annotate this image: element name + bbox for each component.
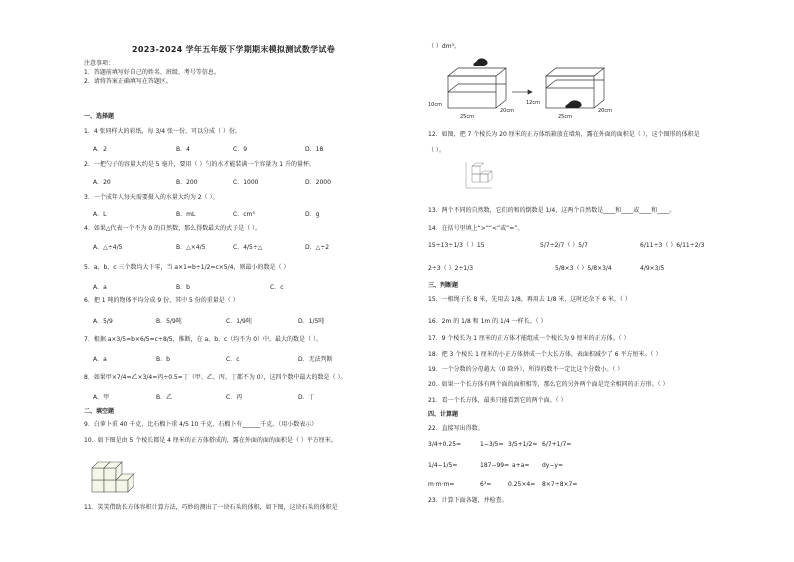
question-4: 4．如果△代表一个不为 0 的自然数，那么得数最大的式子是（ ）。 [84, 225, 261, 232]
q2-option-a[interactable]: A．20 [93, 179, 111, 186]
q1-option-d[interactable]: D．18 [305, 146, 324, 153]
fig-label-10cm: 10cm [428, 102, 442, 108]
q7-option-d[interactable]: D．无法判断 [298, 356, 333, 363]
question-12: 12．如图，把 7 个棱长为 20 厘米的正方体纸箱放在墙角，露在外面的面积是（ ），这个图形的体积是 [428, 131, 700, 138]
question-9: 9．白萝卜重 40 千克，比石榴卜重 4/5 10 千克，石榴卜有______千克。（用小数表示） [84, 421, 318, 428]
q8-option-b[interactable]: B．乙 [156, 394, 173, 401]
q6-option-b[interactable]: B．5/9吨 [156, 318, 182, 325]
q3-option-b[interactable]: B．mL [176, 211, 196, 218]
calc-r2-c2: 187−99= [480, 462, 510, 469]
stone-volume-figure [428, 54, 618, 122]
calc-r1-c2: 1−3/5= [480, 441, 504, 448]
question-23: 23．计算下面各题，并检查。 [428, 497, 508, 504]
notes-heading: 注意事项： [84, 60, 115, 67]
question-12-b: （ ）。 [428, 147, 445, 154]
calc-r3-c1: m·m·m= [428, 481, 455, 488]
question-18: 18．把 3 个棱长 1 厘米的小正方体拼成一个大长方体，表面积减少了 6 平方厘米。（ ） [428, 351, 662, 358]
q6-option-a[interactable]: A．5/9 [93, 318, 113, 325]
q5-option-c[interactable]: C．c [270, 284, 284, 291]
question-10: 10．如下图是由 5 个棱长都是 4 厘米的正方体搭成的，露在外面的面的面积是（ ）平方厘米。 [84, 437, 337, 444]
q8-option-c[interactable]: C．丙 [226, 394, 243, 401]
q14-r1-c3: 6/11÷3（ ）6/11÷2/3 [640, 242, 705, 249]
q14-r2-c3: 4/9×3/5 [640, 265, 665, 272]
note-2: 2．请将答案正确填写在答题区。 [84, 78, 172, 85]
q14-r2-c1: 2÷3（ ）2÷1/3 [428, 265, 474, 272]
q7-option-c[interactable]: C．c [226, 356, 240, 363]
question-2: 2．一把勺子的容量大约是 5 毫升，要用（ ）勺的水才能装满一个容量为 1 升的量杯。 [84, 161, 315, 168]
q6-option-c[interactable]: C．1/9吨 [226, 318, 252, 325]
calc-r1-c3: 3/5+1/2= [508, 441, 538, 448]
q3-option-c[interactable]: C．cm³ [233, 211, 255, 218]
question-13: 13．两个不同的自然数，它们的和的倒数是 1/4，这两个自然数是____和____或____和____。 [428, 207, 676, 214]
calc-r3-c3: 0.25×4= [508, 481, 536, 488]
section-judge: 三、判断题 [428, 282, 459, 289]
fig-label-12cm: 12cm [526, 100, 540, 106]
fig-label-25cm-b: 25cm [558, 114, 572, 120]
q2-option-c[interactable]: C．1000 [233, 179, 259, 186]
q3-option-d[interactable]: D．g [305, 211, 320, 218]
fig-label-25cm-a: 25cm [460, 114, 474, 120]
section-choice: 一、选择题 [84, 113, 115, 120]
section-calc: 四、计算题 [428, 411, 459, 418]
question-5: 5．a、b、c 三个数均大于零，当 a×1=b÷1/2=c×5/4，则最小的数是（ ） [84, 264, 290, 271]
q4-option-d[interactable]: D．△÷2 [305, 244, 330, 251]
question-20: 20．如果一个长方体有两个面的面积相等，那么它的另外两个面是完全相同的正方形。（ ） [428, 381, 669, 388]
calc-r2-c4: dy−y= [542, 462, 563, 469]
calc-r3-c4: 8×7÷8×7= [542, 481, 578, 488]
q7-option-a[interactable]: A．a [93, 356, 107, 363]
q1-option-a[interactable]: A．2 [93, 146, 107, 153]
question-1: 1．4 张同样大的彩纸，每 3/4 张一份，可以分成（ ）份。 [84, 128, 241, 135]
q5-option-b[interactable]: B．b [176, 284, 190, 291]
calc-r2-c1: 1/4−1/5= [428, 462, 458, 469]
question-19: 19．一个分数的分母越大（0 除外），所得的数不一定比这个分数小。（ ） [428, 366, 624, 373]
q6-option-d[interactable]: D．1/5吨 [298, 318, 325, 325]
q14-r1-c2: 5/7÷2/7（ ）5/7 [540, 242, 588, 249]
q14-r2-c2: 5/8×3（ ）5/8×3/4 [555, 265, 612, 272]
question-21: 21．看一个长方体，最多只能看到它的两个面。（ ） [428, 397, 567, 404]
question-15: 15．一根绳子长 8 米，先用去 1/8，再用去 1/8 米，这时还余下 6 米。（ ） [428, 296, 631, 303]
q11-continuation: （ ）dm³。 [428, 43, 460, 50]
q3-option-a[interactable]: A．L [93, 211, 107, 218]
q4-option-a[interactable]: A．△÷4/5 [93, 244, 123, 251]
calc-r3-c2: 6³= [480, 481, 492, 488]
q2-option-b[interactable]: B．200 [176, 179, 198, 186]
fig-label-20cm-b: 20cm [598, 108, 612, 114]
q4-option-c[interactable]: C．4/5÷△ [233, 244, 263, 251]
fig-label-20cm-a: 20cm [500, 108, 514, 114]
calc-r1-c4: 6/7+1/7= [542, 441, 572, 448]
q5-option-a[interactable]: A．a [93, 284, 107, 291]
q14-r1-c1: 15÷13÷1/3（ ）15 [428, 242, 485, 249]
question-8: 8．如果甲×7/4=乙×3/4=丙÷0.5=丁（甲、乙、丙、丁都不为 0），这四个数中最大的数是（ ）。 [84, 374, 347, 381]
question-6: 6．把 1 吨的物体平均分成 9 份，其中 5 份的重量是（ ） [84, 297, 239, 304]
cube-stack-figure [88, 452, 134, 496]
q1-option-b[interactable]: B．4 [176, 146, 190, 153]
question-17: 17．9 个棱长为 1 厘米的正方体才能组成一个棱长为 9 厘米的正方体。（ ） [428, 335, 630, 342]
question-3: 3．一个成年人每天需要摄入的水量大约为 2（ ）。 [84, 194, 219, 201]
q8-option-d[interactable]: D．丁 [298, 394, 315, 401]
question-11: 11．笑笑借助长方体容积计算方法，巧妙的测出了一块石头的体积，如下图，这块石头的体积是 [84, 504, 338, 511]
calc-r1-c1: 3/4+0.25= [428, 441, 462, 448]
question-22: 22．直接写出得数。 [428, 425, 484, 432]
corner-cubes-figure [462, 160, 496, 192]
q7-option-b[interactable]: B．b [156, 356, 170, 363]
question-7: 7．根据 a×3/5=b×6/5=c÷8/5，推断，在 a、b、c（均不为 0）中，最大的数是（ ）。 [84, 336, 322, 343]
question-16: 16．2m 的 1/8 和 1m 的 1/4 一样长。（ ） [428, 318, 547, 325]
q4-option-b[interactable]: B．△×4/5 [176, 244, 206, 251]
section-fill: 二、填空题 [84, 408, 115, 415]
note-1: 1．答题前填写好自己的姓名、班级、考号等信息。 [84, 69, 220, 76]
question-14: 14．在括号里填上“>”“<”或“=”。 [428, 225, 524, 232]
calc-r2-c3: a+a= [512, 462, 530, 469]
q8-option-a[interactable]: A．甲 [93, 394, 110, 401]
q1-option-c[interactable]: C．9 [233, 146, 248, 153]
q2-option-d[interactable]: D．2000 [305, 179, 331, 186]
page-title: 2023-2024 学年五年级下学期期末模拟测试数学试卷 [132, 45, 336, 54]
